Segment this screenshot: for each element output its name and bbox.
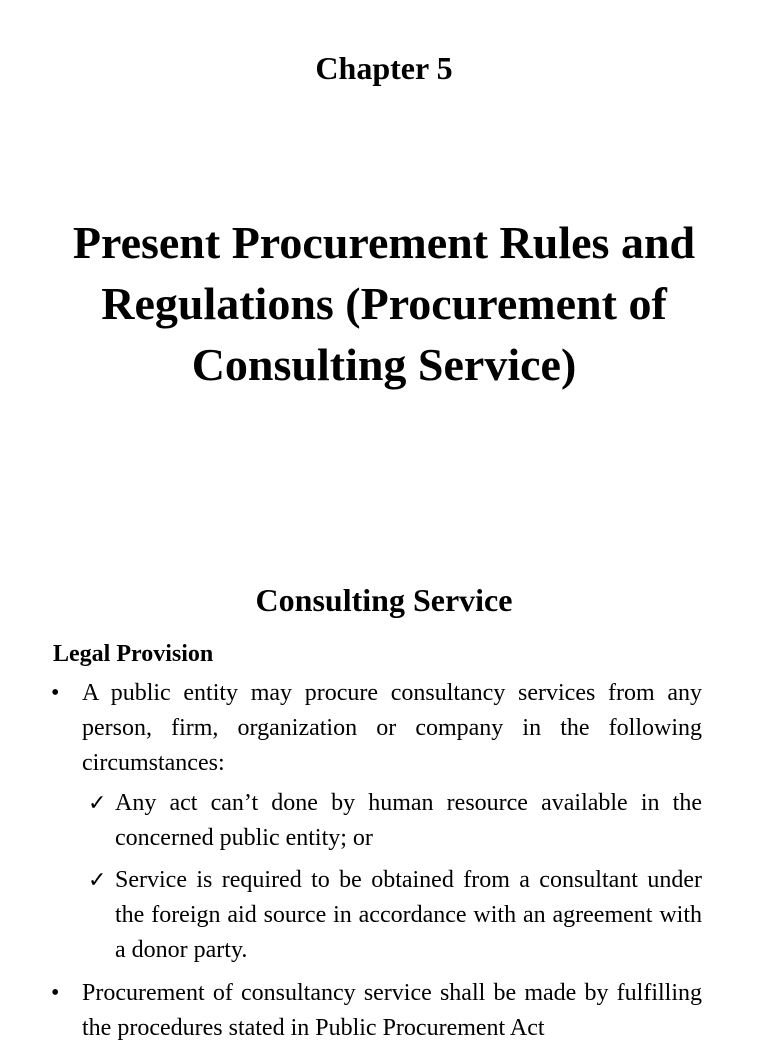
section-heading: Consulting Service	[255, 582, 513, 618]
chapter-label: Chapter 5	[315, 50, 453, 86]
check-item: Service is required to be obtained from a consultant under the foreign aid source in accordance with an agreement with a donor party.	[115, 867, 702, 963]
bullet-icon: •	[51, 980, 60, 1006]
page-title: Present Procurement Rules and Regulations (Procurement of Consulting Service)	[72, 217, 696, 390]
bullet-item: A public entity may procure consultancy services from any person, firm, organization or company in the following circumstances:	[82, 680, 702, 776]
sub-heading: Legal Provision	[53, 641, 214, 667]
checkmark-icon: ✓	[88, 791, 107, 816]
bullet-item: Procurement of consultancy service shall be made by fulfilling the procedures stated in Public Procurement Act	[82, 980, 702, 1041]
bullet-icon: •	[51, 680, 60, 706]
check-item: Any act can’t done by human resource available in the concerned public entity; or	[115, 790, 702, 851]
checkmark-icon: ✓	[88, 868, 107, 893]
